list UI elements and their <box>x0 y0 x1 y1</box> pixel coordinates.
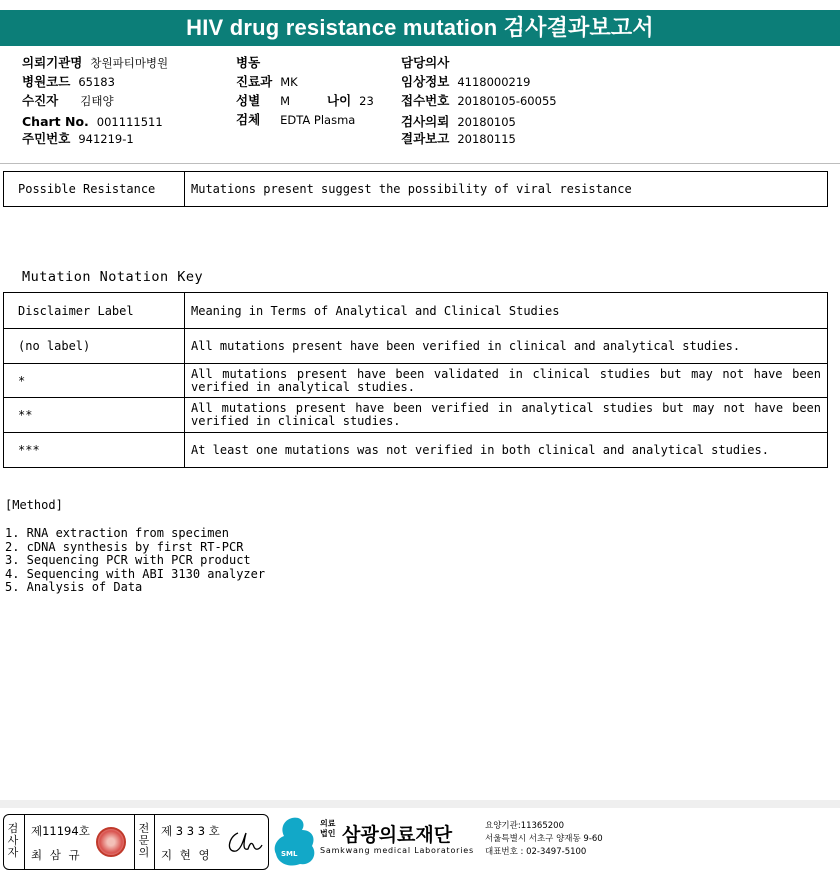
seal-icon <box>96 827 126 857</box>
divider <box>24 815 25 869</box>
patient-info <box>0 54 840 164</box>
specialist-label: 전 문 의 <box>138 822 150 859</box>
key-label: *** <box>4 433 185 468</box>
examiner-label: 검 사 자 <box>7 822 19 859</box>
method-list <box>5 527 265 595</box>
logo-prefix: 의료 법인 <box>320 819 336 838</box>
key-header-row <box>4 293 828 329</box>
info-hospital-code: 병원코드 65183 <box>22 74 115 89</box>
key-meaning: All mutations present have been verified in analytical studies but may not have been verified in clinical studies. <box>185 398 828 433</box>
info-institution: 의뢰기관명 창원파티마병원 <box>22 55 169 70</box>
info-chart-no: Chart No. 001111511 <box>22 114 163 129</box>
list-item: 4. Sequencing with ABI 3130 analyzer <box>5 566 266 581</box>
list-item: 3. Sequencing PCR with PCR product <box>5 553 251 567</box>
mutation-key-title: Mutation Notation Key <box>22 269 204 285</box>
info-resident-no: 주민번호 941219-1 <box>22 131 134 146</box>
info-clinical-info: 임상정보 4118000219 <box>401 74 531 89</box>
list-item: 1. RNA extraction from specimen <box>5 526 229 540</box>
key-header-label: Disclaimer Label <box>4 293 185 329</box>
specialist-name: 지 현 영 <box>161 848 212 862</box>
footer-divider <box>0 800 840 808</box>
resistance-label: Possible Resistance <box>4 172 185 207</box>
signature-icon <box>224 827 264 859</box>
info-department: 진료과 MK <box>236 74 298 89</box>
org-code: 요양기관:11365200 <box>485 821 564 831</box>
resistance-table <box>3 171 828 207</box>
info-receipt-no: 접수번호 20180105-60055 <box>401 93 557 108</box>
mutation-key-table <box>3 292 828 468</box>
info-doctor: 담당의사 <box>401 55 450 70</box>
info-age: 나이 23 <box>327 93 374 108</box>
key-meaning: All mutations present have been validated in clinical studies but may not have been verified in analytical studies. <box>185 364 828 398</box>
info-sex: 성별 M <box>236 93 291 108</box>
lab-phone: 대표번호 : 02-3497-5100 <box>485 847 587 857</box>
lab-logo <box>272 816 632 870</box>
table-row <box>4 364 828 398</box>
info-patient-name: 수진자 김태양 <box>22 93 114 108</box>
report-title: HIV drug resistance mutation 검사결과보고서 <box>0 10 840 46</box>
specialist-license: 제 3 3 3 호 <box>161 824 220 838</box>
lab-contact <box>485 820 603 859</box>
method-heading: [Method] <box>5 498 63 512</box>
divider <box>154 815 155 869</box>
signature-box <box>3 814 269 870</box>
key-meaning: At least one mutations was not verified in both clinical and analytical studies. <box>185 433 828 468</box>
sml-logo-icon <box>272 816 318 868</box>
lab-address: 서울특별시 서초구 양재동 9-60 <box>485 834 603 844</box>
resistance-value: Mutations present suggest the possibility of viral resistance <box>185 172 828 207</box>
table-row <box>4 398 828 433</box>
table-row <box>4 433 828 468</box>
info-request-date: 검사의뢰 20180105 <box>401 114 516 129</box>
header-divider <box>0 163 840 164</box>
sml-badge: SML <box>281 850 298 858</box>
lab-name-english: Samkwang medical Laboratories <box>320 846 474 855</box>
info-specimen: 검체 EDTA Plasma <box>236 112 356 127</box>
list-item: 2. cDNA synthesis by first RT-PCR <box>5 539 244 554</box>
list-item: 5. Analysis of Data <box>5 580 143 594</box>
key-label: ** <box>4 398 185 433</box>
key-header-meaning: Meaning in Terms of Analytical and Clinical Studies <box>185 293 828 329</box>
info-report-date: 결과보고 20180115 <box>401 131 516 146</box>
key-meaning: All mutations present have been verified in clinical and analytical studies. <box>185 329 828 364</box>
resistance-row <box>4 172 828 207</box>
examiner-license: 제11194호 <box>31 824 90 838</box>
examiner-name: 최 삼 규 <box>31 848 82 862</box>
lab-name: 삼광의료재단 <box>342 824 453 846</box>
divider <box>134 815 135 869</box>
key-label: (no label) <box>4 329 185 364</box>
info-ward: 병동 <box>236 55 261 70</box>
key-label: * <box>4 364 185 398</box>
table-row <box>4 329 828 364</box>
